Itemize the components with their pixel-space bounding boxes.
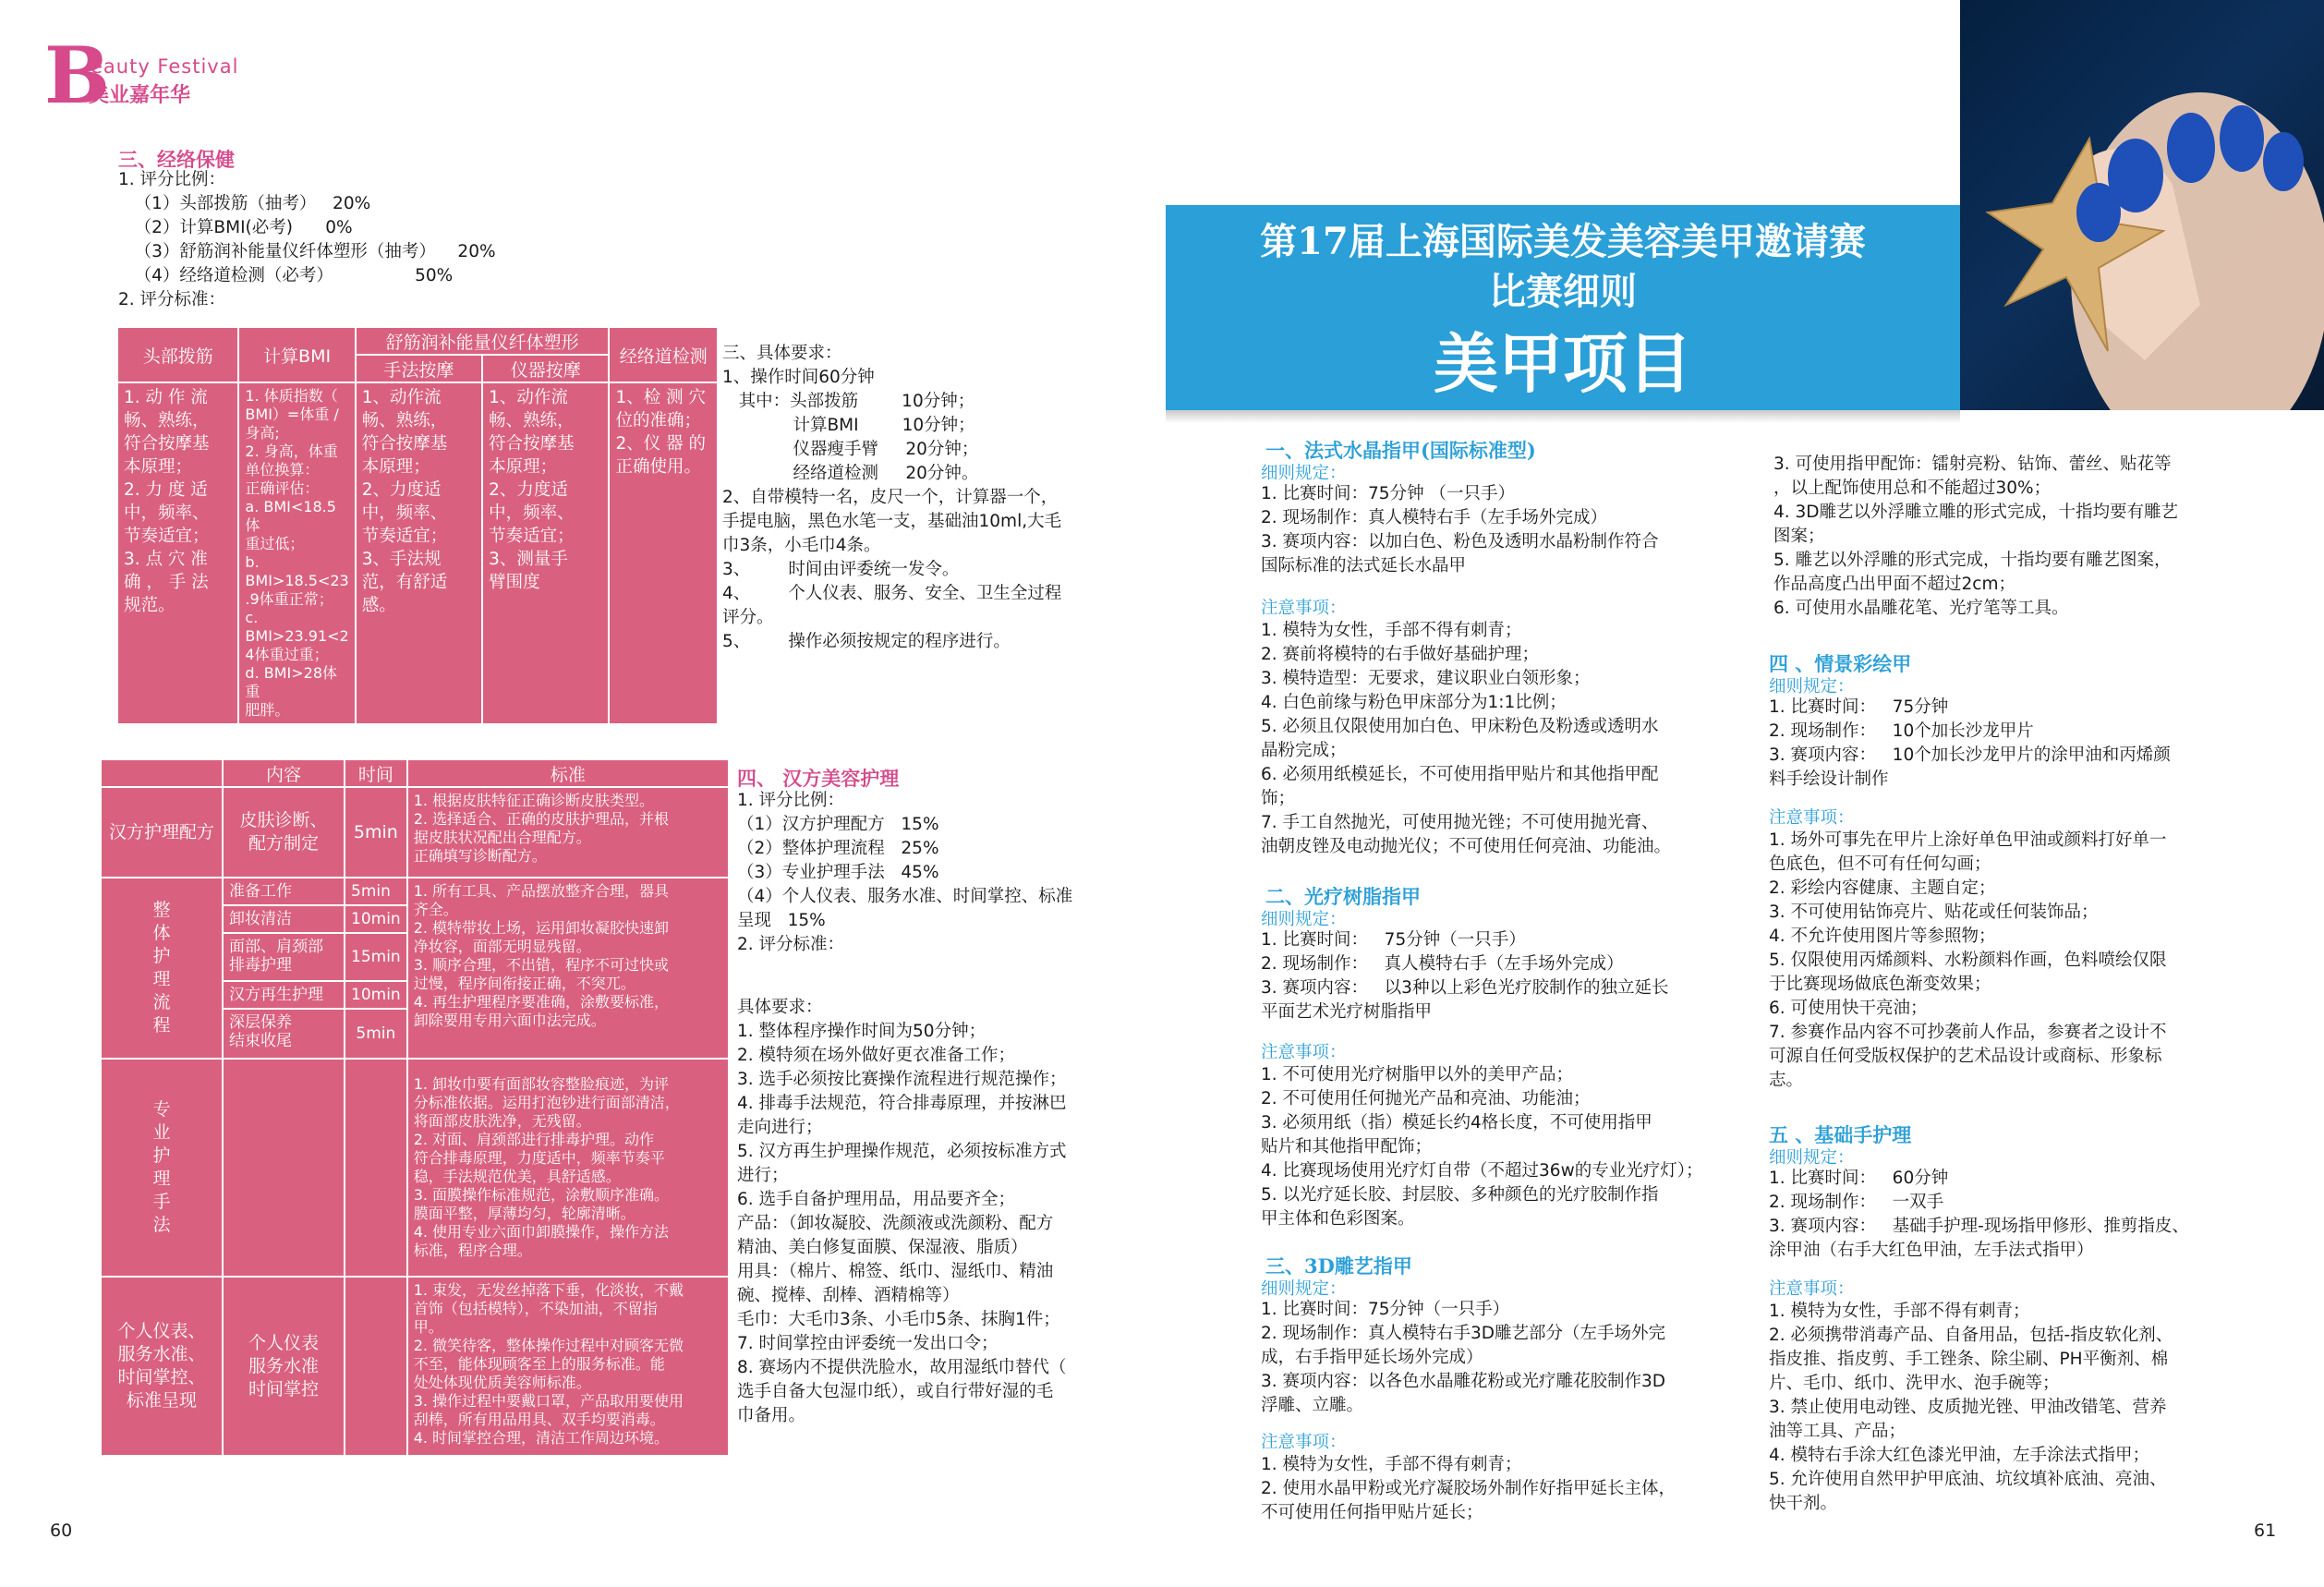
table-cell: 1. 所有工具、产品摆放整齐合理，器具 齐全。 2. 模特带妆上场，运用卸妆凝胶快速卸 净妆容，面部无明显残留。 3. 顺序合理，不出错，程序不可过快或 过慢，程序间衔接正确，不突兀。 4. 再生护理程序要准确，涂敷要标准， 卸除要用专用六面巾法完成。 (407, 878, 729, 1059)
nail-section-one-title: 一、法式水晶指甲(国际标准型) (1265, 439, 1536, 462)
brand-logo-chinese: 美业嘉年华 (89, 84, 191, 107)
table-cell: 个人仪表、 服务水准、 时间掌控、 标准呈现 (101, 1277, 223, 1456)
nail-section-four-note-label: 注意事项： (1769, 808, 1855, 828)
page-number-left: 60 (50, 1520, 73, 1541)
title-banner (1166, 205, 1960, 410)
table-cell: 1、动作流 畅、熟练， 符合按摩基 本原理； 2、力度适 中，频率、 节奏适宜； 3、测量手 臂围度 (482, 382, 609, 724)
section-three-title: 三、经络保健 (118, 148, 235, 171)
hand-starfish-illustration (1960, 0, 2324, 410)
table-cell: 1、检 测 穴 位的准确； 2、仪 器 的 正确使用。 (609, 382, 718, 724)
table-header: 经络道检测 (609, 327, 718, 382)
table-cell (345, 1059, 407, 1277)
table-cell: 深层保养 结束收尾 (223, 1009, 345, 1059)
table-cell: 专 业 护 理 手 法 (101, 1059, 223, 1277)
nail-section-two-title: 二、光疗树脂指甲 (1265, 885, 1421, 908)
nail-section-three-notes: 1. 模特为女性，手部不得有刺青； 2. 使用水晶甲粉或光疗凝胶场外制作好指甲延长主体， 不可使用任何指甲贴片延长； (1261, 1455, 1676, 1522)
table-cell: 1. 体质指数（ BMI）=体重 / 身高; 2. 身高，体重 单位换算： 正确评估： a. BMI<18.5体 重过低； b. BMI>18.5<23 .9体重正常； c. BMI>23.91<2 4体重过重； d. BMI>28体重 肥胖。 (238, 382, 355, 724)
nail-section-one-subtitle: 细则规定： (1261, 464, 1347, 483)
nail-photo (1960, 0, 2324, 410)
nail-section-one-note-label: 注意事项： (1261, 599, 1347, 618)
nail-section-five-notes: 1. 模特为女性，手部不得有刺青； 2. 必须携带消毒产品、自备用品，包括-指皮软化剂、 指皮推、指皮剪、手工锉条、除尘刷、PH平衡剂、棉 片、毛巾、纸巾、洗甲水、泡手碗等； 3. 禁止使用电动锉、皮质抛光锉、甲油改错笔、营养 油等工具、产品； 4. 模特右手涂大红色漆光甲油，左手涂法式指甲； 5. 允许使用自然甲护甲底油、坑纹填补底油、亮油、 快干剂。 (1769, 1302, 2173, 1513)
nail-section-four-rules: 1. 比赛时间： 75分钟 2. 现场制作： 10个加长沙龙甲片 3. 赛项内容： 10个加长沙龙甲片的涂甲油和丙烯颜 料手绘设计制作 (1769, 697, 2171, 789)
table-cell: 10min (345, 981, 407, 1009)
table-cell: 5min (345, 787, 407, 878)
nail-section-five-note-label: 注意事项： (1769, 1279, 1855, 1299)
table-cell: 个人仪表 服务水准 时间掌控 (223, 1277, 345, 1456)
table-cell: 面部、肩颈部 排毒护理 (223, 933, 345, 981)
banner-title-line2: 比赛细则 (1489, 270, 1637, 313)
nail-section-four-notes: 1. 场外可事先在甲片上涂好单色甲油或颜料打好单一 色底色，但不可有任何勾画； 2. 彩绘内容健康、主题自定； 3. 不可使用钻饰亮片、贴花或任何装饰品； 4. 不允许使用图片等参照物； 5. 仅限使用丙烯颜料、水粉颜料作画，色料喷绘仅限 于比赛现场做底色渐变效果； 6. 可使用快干亮油； 7. 参赛作品内容不可抄袭前人作品，参赛者之设计不 可源自任何受版权保护的艺术品设计或商标、形象标 志。 (1769, 830, 2167, 1090)
table-cell: 1. 卸妆巾要有面部妆容整脸痕迹，为评 分标准依据。运用打泡钞进行面部清洁， 将面部皮肤洗净，无残留。 2. 对面、肩颈部进行排毒护理。动作 符合排毒原理，力度适中，频率节奏平 稳，手法规范优美，具舒适感。 3. 面膜操作标准规范，涂敷顺序准确。 膜面平整，厚薄均匀，轮廓清晰。 4. 使用专业六面巾卸膜操作，操作方法 标准，程序合理。 (407, 1059, 729, 1277)
nail-section-five-subtitle: 细则规定： (1769, 1148, 1855, 1168)
banner-shadow (1166, 410, 1960, 423)
table-cell: 1. 动 作 流 畅、熟练， 符合按摩基 本原理； 2. 力 度 适 中，频率、 节奏适宜； 3. 点 穴 准 确 ， 手 法 规范。 (117, 382, 238, 724)
nail-section-two-subtitle: 细则规定： (1261, 910, 1347, 929)
table-cell: 卸妆清洁 (223, 905, 345, 933)
nail-section-two-note-label: 注意事项： (1261, 1043, 1347, 1062)
table-header: 舒筋润补能量仪纤体塑形 (356, 327, 610, 355)
table-cell (345, 1277, 407, 1456)
table-cell: 15min (345, 933, 407, 981)
page-number-right: 61 (2254, 1520, 2277, 1541)
nail-section-five-title: 五 、基础手护理 (1769, 1123, 1912, 1146)
table-cell: 皮肤诊断、 配方制定 (223, 787, 345, 878)
table-cell: 1、动作流 畅、熟练， 符合按摩基 本原理； 2、力度适 中，频率、 节奏适宜； 3、手法规 范，有舒适 感。 (356, 382, 482, 724)
table-cell: 5min (345, 1009, 407, 1059)
section-four-title: 四、 汉方美容护理 (737, 767, 900, 790)
nail-section-four-subtitle: 细则规定： (1769, 677, 1855, 697)
table-header: 标准 (407, 759, 729, 787)
table-header: 手法按摩 (356, 355, 482, 382)
nail-section-three-subtitle: 细则规定： (1261, 1279, 1347, 1299)
section-four-ratios: 1. 评分比例： （1）汉方护理配方 15% （2）整体护理流程 25% （3）专业护理手法 45% （4）个人仪表、服务水准、时间掌控、标准 呈现 15% 2. 评分标准： (737, 791, 1073, 954)
table-header: 计算BMI (238, 327, 355, 382)
table-cell: 整 体 护 理 流 程 (101, 878, 223, 1059)
table-header: 内容 (223, 759, 345, 787)
section-three-ratios: 1. 评分比例： （1）头部拨筋（抽考） 20% （2）计算BMI(必考) 0% （3）舒筋润补能量仪纤体塑形（抽考） 20% （4）经络道检测（必考） 50% 2. 评分标准： (118, 170, 496, 309)
table-cell: 5min (345, 878, 407, 905)
table-cell: 1. 根据皮肤特征正确诊断皮肤类型。 2. 选择适合、正确的皮肤护理品，并根 据皮肤状况配出合理配方。 正确填写诊断配方。 (407, 787, 729, 878)
section-four-requirements: 具体要求： 1. 整体程序操作时间为50分钟； 2. 模特须在场外做好更衣准备工作； 3. 选手必须按比赛操作流程进行规范操作； 4. 排毒手法规范，符合排毒原理，并按淋巴 走向进行； 5. 汉方再生护理操作规范，必须按标准方式 进行； 6. 选手自备护理用品，用品要齐全； 产品：（卸妆凝胶、洗颜液或洗颜粉、配方 精油、美白修复面膜、保湿液、脂质） 用具：（棉片、棉签、纸巾、湿纸巾、精油 碗、搅棒、刮棒、酒精棉等） 毛巾：大毛巾3条、小毛巾5条、抹胸1件； 7. 时间掌控由评委统一发出口令； 8. 赛场内不提供洗脸水，故用湿纸巾替代（ 选手自备大包湿巾纸），或自行带好湿的毛 巾备用。 (737, 998, 1067, 1425)
banner-title-line1: 第17届上海国际美发美容美甲邀请赛 (1260, 220, 1866, 263)
table-cell: 准备工作 (223, 878, 345, 905)
table-cell: 汉方护理配方 (101, 787, 223, 878)
table-cell: 汉方再生护理 (223, 981, 345, 1009)
table-header: 头部拨筋 (117, 327, 238, 382)
banner-title-line3: 美甲项目 (1434, 325, 1692, 402)
table-cell: 10min (345, 905, 407, 933)
nail-section-three-rules: 1. 比赛时间：75分钟（一只手） 2. 现场制作：真人模特右手3D雕艺部分（左手场外完 成，右手指甲延长场外完成） 3. 赛项内容：以各色水晶雕花粉或光疗雕花胶制作3D 浮雕、立雕。 (1261, 1300, 1666, 1415)
meridian-scoring-table (116, 326, 719, 725)
brand-logo-letter: B (44, 30, 110, 121)
nail-section-four-title: 四 、情景彩绘甲 (1769, 652, 1912, 675)
nail-section-two-rules: 1. 比赛时间： 75分钟（一只手） 2. 现场制作： 真人模特右手（左手场外完成） 3. 赛项内容： 以3种以上彩色光疗胶制作的独立延长 平面艺术光疗树脂指甲 (1261, 930, 1669, 1022)
table-cell (223, 1059, 345, 1277)
nail-section-one-notes: 1. 模特为女性，手部不得有刺青； 2. 赛前将模特的右手做好基础护理； 3. 模特造型：无要求，建议职业白领形象； 4. 白色前缘与粉色甲床部分为1:1比例； 5. 必须且仅限使用加白色、甲床粉色及粉透或透明水 晶粉完成； 6. 必须用纸模延长，不可使用指甲贴片和其他指甲配 饰； 7. 手工自然抛光，可使用抛光锉；不可使用抛光膏、 油朝皮锉及电动抛光仪；不可使用任何亮油、功能油。 (1261, 621, 1672, 856)
nail-section-five-rules: 1. 比赛时间： 60分钟 2. 现场制作： 一双手 3. 赛项内容： 基础手护理-现场指甲修形、推剪指皮、 涂甲油（右手大红色甲油，左手法式指甲） (1769, 1169, 2189, 1260)
nail-section-three-title: 三、3D雕艺指甲 (1265, 1254, 1412, 1278)
table-header: 时间 (345, 759, 407, 787)
section-three-requirements: 三、具体要求： 1、操作时间60分钟 其中：头部拨筋 10分钟； 计算BMI 10分钟； 仪器瘦手臂 20分钟； 经络道检测 20分钟。 2、自带模特一名，皮尺一个，计算器一个， 手提电脑，黑色水笔一支，基础油10ml,大毛 巾3条，小毛巾4条。 3、 时间由评委统一发令。 4、 个人仪表、服务、安全、卫生全过程 评分。 5、 操作必须按规定的程序进行。 (722, 344, 1062, 651)
table-cell: 1. 束发，无发丝掉落下垂，化淡妆，不戴 首饰（包括模特），不染加油，不留指 甲。 2. 微笑待客，整体操作过程中对顾客无微 不至，能体现顾客至上的服务标准。能 处处体现优质美容师标准。 3. 操作过程中要戴口罩，产品取用要使用 刮棒，所有用品用具、双手均要消毒。 4. 时间掌控合理，清洁工作周边环境。 (407, 1277, 729, 1456)
nail-section-one-rules: 1. 比赛时间：75分钟 （一只手） 2. 现场制作：真人模特右手（左手场外完成） 3. 赛项内容：以加白色、粉色及透明水晶粉制作符合 国际标准的法式延长水晶甲 (1261, 484, 1659, 575)
nail-section-three-note-label: 注意事项： (1261, 1433, 1347, 1452)
nail-section-three-continued: 3. 可使用指甲配饰：镭射亮粉、钻饰、蕾丝、贴花等 ，以上配饰使用总和不能超过30%； 4. 3D雕艺以外浮雕立雕的形式完成，十指均要有雕艺 图案； 5. 雕艺以外浮雕的形式完成，十指均要有雕艺图案， 作品高度凸出甲面不超过2cm； 6. 可使用水晶雕花笔、光疗笔等工具。 (1773, 454, 2179, 618)
herbal-care-scoring-table (100, 758, 730, 1457)
nail-section-two-notes: 1. 不可使用光疗树脂甲以外的美甲产品； 2. 不可使用任何抛光产品和亮油、功能油； 3. 必须用纸（指）模延长约4格长度，不可使用指甲 贴片和其他指甲配饰； 4. 比赛现场使用光疗灯自带（不超过36w的专业光疗灯）； 5. 以光疗延长胶、封层胶、多种颜色的光疗胶制作指 甲主体和色彩图案。 (1261, 1065, 1703, 1229)
brand-logo-english: eauty Festival (91, 55, 239, 78)
table-header: 仪器按摩 (482, 355, 609, 382)
